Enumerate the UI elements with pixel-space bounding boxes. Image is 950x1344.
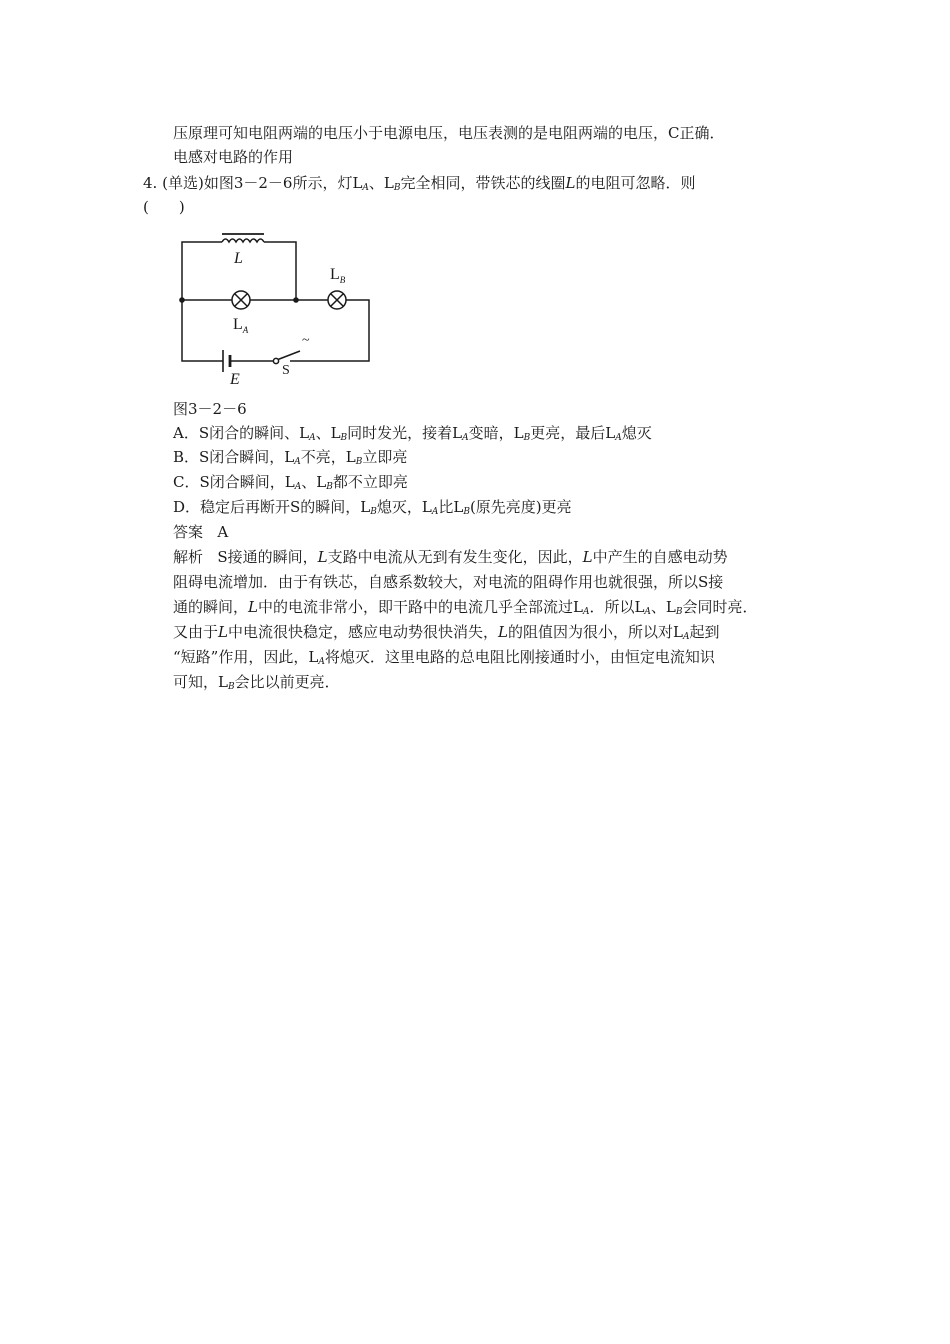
- label-L: L: [234, 250, 243, 267]
- answer: 答案 A: [173, 523, 229, 541]
- circuit-diagram: [170, 226, 385, 392]
- prev-solution-line: 压原理可知电阻两端的电压小于电源电压，电压表测的是电阻两端的电压，C正确．: [173, 124, 725, 142]
- option-c: C．S闭合瞬间，$L_A$、$L_B$都不立即亮: [173, 473, 408, 492]
- analysis-line-4: 又由于L中电流很快稳定，感应电动势很快消失，L的阻值因为很小，所以对$L_A$起到: [173, 623, 720, 642]
- figure-caption: 图3－2－6: [173, 400, 247, 418]
- label-S: S: [282, 363, 290, 378]
- switch-blade: [278, 351, 300, 360]
- option-d: D．稳定后再断开S的瞬间，$L_B$熄灭，$L_A$比$L_B$(原先亮度)更亮: [173, 498, 572, 517]
- label-E: E: [230, 371, 240, 388]
- question-stem: 4. (单选)如图3－2－6所示，灯$L_A$、$L_B$完全相同，带铁芯的线圈L的电阻可忽略．则: [143, 174, 696, 193]
- analysis-line-3: 通的瞬间，L中的电流非常小，即干路中的电流几乎全部流过$L_A$．所以$L_A$、$L_B$会同时亮．: [173, 598, 758, 617]
- analysis-line-1: 解析 S接通的瞬间，L支路中电流从无到有发生变化，因此，L中产生的自感电动势: [173, 548, 728, 566]
- junction-right: [293, 297, 299, 303]
- option-b: B．S闭合瞬间，$L_A$不亮，$L_B$立即亮: [173, 448, 408, 467]
- answer-paren: ( ): [143, 198, 185, 216]
- section-title: 电感对电路的作用: [173, 148, 294, 166]
- analysis-line-5: “短路”作用，因此，$L_A$将熄灭．这里电路的总电阻比刚接通时小，由恒定电流知识: [173, 648, 715, 667]
- junction-left: [179, 297, 185, 303]
- option-a: A．S闭合的瞬间、$L_A$、$L_B$同时发光，接着$L_A$变暗，$L_B$更亮，最后$L_A$熄灭: [173, 424, 652, 443]
- inductor-coil: [222, 239, 264, 242]
- label-LA: $L_A$: [233, 316, 249, 335]
- label-tilde: ~: [302, 333, 310, 348]
- label-LB: $L_B$: [330, 266, 346, 285]
- switch-contact: [273, 358, 278, 363]
- analysis-line-2: 阻碍电流增加．由于有铁芯，自感系数较大，对电流的阻碍作用也就很强，所以S接: [173, 573, 724, 591]
- analysis-line-6: 可知，$L_B$会比以前更亮．: [173, 673, 340, 692]
